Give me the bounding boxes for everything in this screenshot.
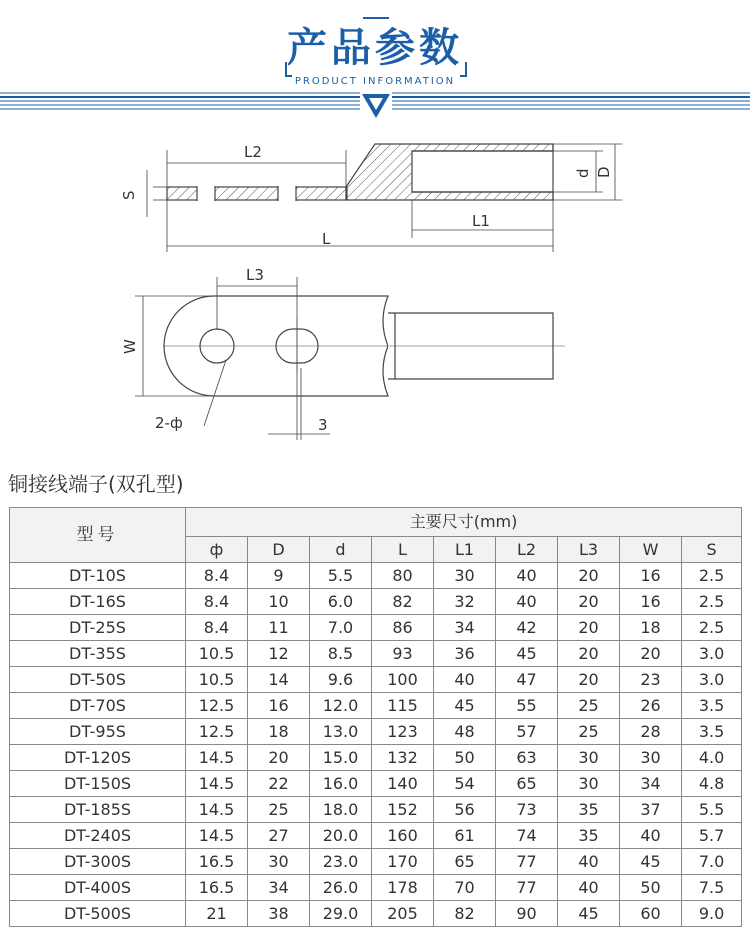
value-cell: 26.0: [310, 875, 372, 901]
value-cell: 30: [434, 563, 496, 589]
value-cell: 2.5: [682, 563, 742, 589]
value-cell: 34: [620, 771, 682, 797]
col-header: ф: [186, 537, 248, 563]
value-cell: 20: [558, 563, 620, 589]
value-cell: 20: [558, 615, 620, 641]
col-header: W: [620, 537, 682, 563]
value-cell: 2.5: [682, 589, 742, 615]
model-header: 型号: [10, 508, 186, 563]
value-cell: 70: [434, 875, 496, 901]
value-cell: 3.0: [682, 667, 742, 693]
value-cell: 4.0: [682, 745, 742, 771]
value-cell: 16.0: [310, 771, 372, 797]
value-cell: 61: [434, 823, 496, 849]
value-cell: 80: [372, 563, 434, 589]
value-cell: 12.5: [186, 719, 248, 745]
model-cell: DT-150S: [10, 771, 186, 797]
model-cell: DT-400S: [10, 875, 186, 901]
value-cell: 205: [372, 901, 434, 927]
label-hole-dia: 2-ф: [155, 414, 183, 432]
value-cell: 16.5: [186, 875, 248, 901]
value-cell: 77: [496, 875, 558, 901]
value-cell: 56: [434, 797, 496, 823]
spec-table: [9, 507, 742, 927]
value-cell: 10: [248, 589, 310, 615]
value-cell: 30: [620, 745, 682, 771]
value-cell: 40: [434, 667, 496, 693]
model-cell: DT-240S: [10, 823, 186, 849]
value-cell: 22: [248, 771, 310, 797]
value-cell: 57: [496, 719, 558, 745]
table-row: [10, 771, 742, 797]
value-cell: 8.4: [186, 615, 248, 641]
value-cell: 23: [620, 667, 682, 693]
value-cell: 152: [372, 797, 434, 823]
table-row: [10, 797, 742, 823]
value-cell: 37: [620, 797, 682, 823]
model-cell: DT-35S: [10, 641, 186, 667]
value-cell: 47: [496, 667, 558, 693]
table-row: [10, 719, 742, 745]
page-subtitle: PRODUCT INFORMATION: [294, 76, 456, 87]
col-header: S: [682, 537, 742, 563]
table-row: [10, 875, 742, 901]
value-cell: 40: [620, 823, 682, 849]
value-cell: 60: [620, 901, 682, 927]
value-cell: 50: [434, 745, 496, 771]
model-cell: DT-95S: [10, 719, 186, 745]
col-header: d: [310, 537, 372, 563]
value-cell: 100: [372, 667, 434, 693]
top-view: [135, 277, 565, 440]
table-row: [10, 667, 742, 693]
value-cell: 160: [372, 823, 434, 849]
value-cell: 20: [248, 745, 310, 771]
table-row: [10, 849, 742, 875]
value-cell: 8.4: [186, 589, 248, 615]
value-cell: 38: [248, 901, 310, 927]
label-s: S: [120, 190, 138, 200]
value-cell: 10.5: [186, 641, 248, 667]
value-cell: 25: [248, 797, 310, 823]
dimensions-header: 主要尺寸(mm): [186, 508, 742, 537]
value-cell: 6.0: [310, 589, 372, 615]
value-cell: 42: [496, 615, 558, 641]
value-cell: 16: [248, 693, 310, 719]
value-cell: 16.5: [186, 849, 248, 875]
value-cell: 93: [372, 641, 434, 667]
value-cell: 170: [372, 849, 434, 875]
value-cell: 25: [558, 719, 620, 745]
value-cell: 20: [558, 589, 620, 615]
value-cell: 18: [248, 719, 310, 745]
value-cell: 45: [496, 641, 558, 667]
label-l2: L2: [244, 143, 262, 161]
label-l: L: [322, 230, 331, 248]
value-cell: 25: [558, 693, 620, 719]
value-cell: 28: [620, 719, 682, 745]
value-cell: 63: [496, 745, 558, 771]
label-l3: L3: [246, 266, 264, 284]
model-cell: DT-120S: [10, 745, 186, 771]
model-cell: DT-10S: [10, 563, 186, 589]
value-cell: 20: [620, 641, 682, 667]
value-cell: 140: [372, 771, 434, 797]
value-cell: 45: [558, 901, 620, 927]
value-cell: 2.5: [682, 615, 742, 641]
value-cell: 21: [186, 901, 248, 927]
side-view: [147, 144, 622, 252]
value-cell: 11: [248, 615, 310, 641]
value-cell: 12: [248, 641, 310, 667]
value-cell: 14: [248, 667, 310, 693]
value-cell: 3.0: [682, 641, 742, 667]
value-cell: 27: [248, 823, 310, 849]
value-cell: 40: [496, 589, 558, 615]
model-cell: DT-16S: [10, 589, 186, 615]
table-row: [10, 823, 742, 849]
value-cell: 54: [434, 771, 496, 797]
value-cell: 14.5: [186, 797, 248, 823]
value-cell: 5.5: [310, 563, 372, 589]
value-cell: 90: [496, 901, 558, 927]
value-cell: 48: [434, 719, 496, 745]
col-header: L1: [434, 537, 496, 563]
table-row: [10, 745, 742, 771]
section-title: 铜接线端子(双孔型): [8, 472, 184, 496]
value-cell: 9.0: [682, 901, 742, 927]
col-header: L3: [558, 537, 620, 563]
value-cell: 65: [496, 771, 558, 797]
label-w: W: [121, 339, 139, 354]
value-cell: 9: [248, 563, 310, 589]
value-cell: 16: [620, 589, 682, 615]
value-cell: 13.0: [310, 719, 372, 745]
value-cell: 7.5: [682, 875, 742, 901]
value-cell: 4.8: [682, 771, 742, 797]
table-row: [10, 641, 742, 667]
col-header: L2: [496, 537, 558, 563]
col-header: D: [248, 537, 310, 563]
value-cell: 14.5: [186, 745, 248, 771]
model-cell: DT-25S: [10, 615, 186, 641]
value-cell: 16: [620, 563, 682, 589]
table-row: [10, 589, 742, 615]
value-cell: 20.0: [310, 823, 372, 849]
value-cell: 3.5: [682, 719, 742, 745]
value-cell: 30: [248, 849, 310, 875]
value-cell: 86: [372, 615, 434, 641]
value-cell: 30: [558, 771, 620, 797]
label-gap: 3: [318, 416, 328, 434]
value-cell: 5.7: [682, 823, 742, 849]
value-cell: 40: [496, 563, 558, 589]
label-d-small: d: [574, 168, 592, 178]
value-cell: 50: [620, 875, 682, 901]
value-cell: 45: [434, 693, 496, 719]
value-cell: 9.6: [310, 667, 372, 693]
value-cell: 18.0: [310, 797, 372, 823]
value-cell: 3.5: [682, 693, 742, 719]
value-cell: 34: [434, 615, 496, 641]
value-cell: 12.5: [186, 693, 248, 719]
table-row: [10, 901, 742, 927]
model-cell: DT-300S: [10, 849, 186, 875]
value-cell: 10.5: [186, 667, 248, 693]
value-cell: 123: [372, 719, 434, 745]
terminal-drawing: [0, 0, 750, 460]
value-cell: 7.0: [310, 615, 372, 641]
value-cell: 29.0: [310, 901, 372, 927]
value-cell: 8.5: [310, 641, 372, 667]
value-cell: 55: [496, 693, 558, 719]
page-title: 产品参数: [287, 25, 463, 71]
value-cell: 40: [558, 849, 620, 875]
value-cell: 35: [558, 797, 620, 823]
value-cell: 65: [434, 849, 496, 875]
value-cell: 14.5: [186, 823, 248, 849]
value-cell: 8.4: [186, 563, 248, 589]
value-cell: 15.0: [310, 745, 372, 771]
value-cell: 35: [558, 823, 620, 849]
value-cell: 115: [372, 693, 434, 719]
value-cell: 23.0: [310, 849, 372, 875]
value-cell: 18: [620, 615, 682, 641]
table-row: [10, 693, 742, 719]
spec-table-body: [10, 563, 742, 927]
value-cell: 40: [558, 875, 620, 901]
table-row: [10, 615, 742, 641]
value-cell: 34: [248, 875, 310, 901]
table-row: [10, 563, 742, 589]
value-cell: 132: [372, 745, 434, 771]
value-cell: 45: [620, 849, 682, 875]
label-l1: L1: [472, 212, 490, 230]
model-cell: DT-50S: [10, 667, 186, 693]
value-cell: 82: [434, 901, 496, 927]
value-cell: 7.0: [682, 849, 742, 875]
value-cell: 77: [496, 849, 558, 875]
value-cell: 178: [372, 875, 434, 901]
model-cell: DT-70S: [10, 693, 186, 719]
value-cell: 74: [496, 823, 558, 849]
model-cell: DT-185S: [10, 797, 186, 823]
value-cell: 20: [558, 667, 620, 693]
value-cell: 36: [434, 641, 496, 667]
model-cell: DT-500S: [10, 901, 186, 927]
value-cell: 30: [558, 745, 620, 771]
col-header: L: [372, 537, 434, 563]
value-cell: 5.5: [682, 797, 742, 823]
value-cell: 12.0: [310, 693, 372, 719]
value-cell: 82: [372, 589, 434, 615]
label-d-big: D: [595, 166, 613, 178]
value-cell: 26: [620, 693, 682, 719]
value-cell: 20: [558, 641, 620, 667]
value-cell: 32: [434, 589, 496, 615]
value-cell: 73: [496, 797, 558, 823]
value-cell: 14.5: [186, 771, 248, 797]
